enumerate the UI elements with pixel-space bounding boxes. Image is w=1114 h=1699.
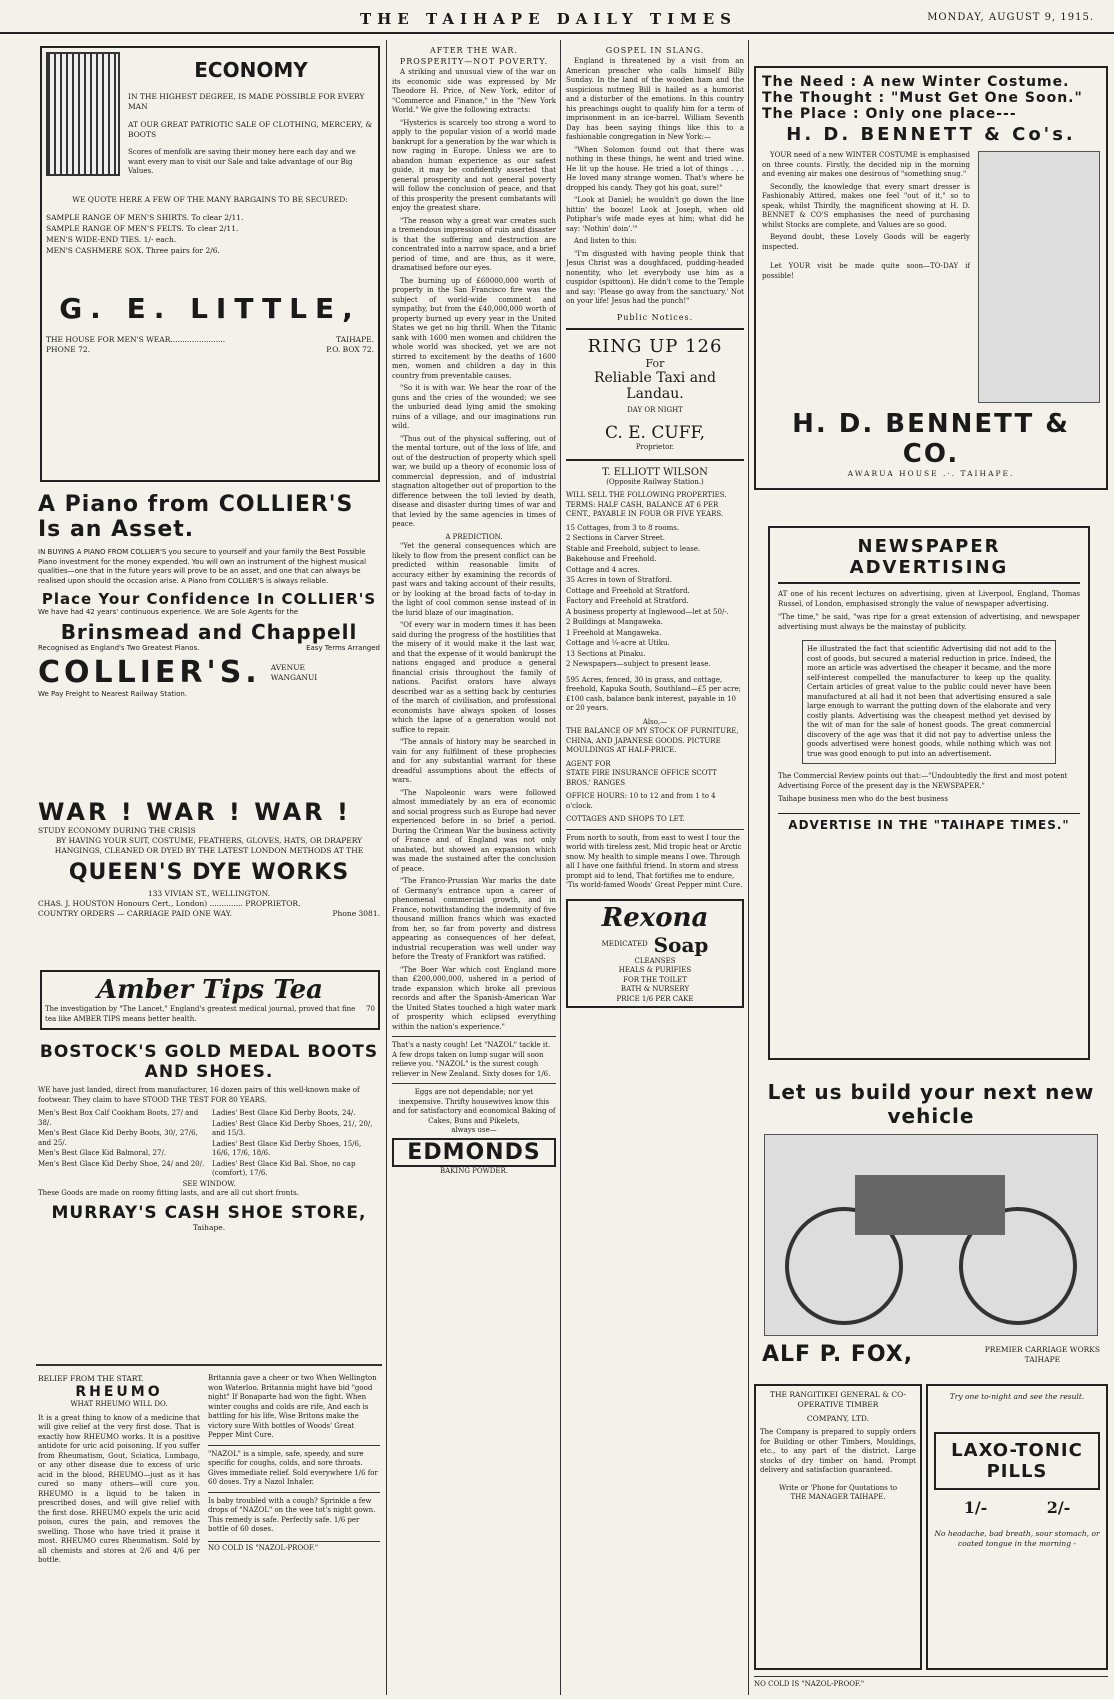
bennett-para: Beyond doubt, these Lovely Goods will be eagerly inspected. bbox=[762, 233, 970, 251]
economy-item: SAMPLE RANGE OF MEN'S FELTS. To clear 2/11. bbox=[46, 223, 239, 233]
laxo-try: Try one to-night and see the result. bbox=[949, 1392, 1085, 1401]
cuff-for: For bbox=[645, 356, 665, 370]
colliers-body: IN BUYING A PIANO FROM COLLIER'S you secure to yourself and your family the Best Possible Piano investment for the money expended. You will own an instrument of the highest musical qualities—one that in the future years will prove to be an asset, and one that can always be realised upon should the occasion arise. A Piano from COLLIER'S is always reliable. bbox=[38, 548, 367, 585]
cuff-ring: RING UP 126 bbox=[587, 335, 723, 357]
bostock-note: These Goods are made on roomy fitting lasts, and are all cut short fronts. bbox=[38, 1189, 299, 1197]
footer-right: NO COLD IS "NAZOL-PROOF." bbox=[754, 1676, 1108, 1692]
war-para: The burning up of £60000,000 worth of property in the San Francisco fire was the subject of world-wide comment and sympathy, but from the £40,000,000 worth of property burned up every year in the United States we get no big thrill. When the Titanic sank with 1600 men women and children the whole world was shocked, yet we are not stirred to excitement by the deaths of 1600 men, women and children a day in this country from preventable causes. bbox=[392, 276, 556, 380]
woman-illustration bbox=[978, 151, 1100, 403]
bennett-para: Secondly, the knowledge that every smart dresser is Fashionably Attired, makes one feel "out of it," so to speak, whilst Thirdly, the magnificent showing at H. D. BENNET & CO'S emphasises the need of purchasing whilst Stocks are complete, and Values are so good. bbox=[762, 182, 970, 229]
economy-quote: WE QUOTE HERE A FEW OF THE MANY BARGAINS TO BE SECURED: bbox=[72, 194, 348, 204]
queens-line2: BY HAVING YOUR SUIT, COSTUME, FEATHERS, GLOVES, HATS, OR DRAPERY HANGINGS, CLEANED OR DYED BY THE LATEST LONDON METHODS AT THE bbox=[54, 836, 364, 855]
bostock-right-item: Ladies' Best Glace Kid Derby Shoes, 21/, 20/, and 15/3. bbox=[212, 1119, 373, 1137]
divider bbox=[208, 1492, 380, 1493]
edmonds-line: always use— bbox=[451, 1126, 497, 1134]
rheumo-ad bbox=[36, 1372, 202, 1694]
footer-left: NO COLD IS "NAZOL-PROOF." bbox=[208, 1541, 380, 1554]
colliers-ad bbox=[36, 490, 382, 762]
amber-num: 70 bbox=[366, 1005, 375, 1013]
laxo-name: LAXO-TONIC PILLS bbox=[934, 1432, 1100, 1490]
economy-title: ECONOMY bbox=[194, 58, 308, 82]
war-para: "Yet the general consequences which are likely to flow from the present conflict can be predicted within reasonable limits of accuracy either by examining the records of past wars and taking account of their results, or by looking at the broad facts of to-day in the light of cool common sense instead of in the lurid blaze of our imagination. bbox=[392, 542, 556, 617]
wilson-item: 13 Sections at Pinaku. bbox=[566, 649, 646, 658]
war-para: "Hysterics is scarcely too strong a word to apply to the popular vision of a world made bankrupt for a generation by the war which is now raging in Europe. Unless we are to abandon human experience as our safest guide, it may be confidently asserted that general prosperity and not general poverty will follow the conclusion of peace, and that of this prosperity the present combatants will enjoy the greatest share. bbox=[392, 118, 556, 212]
economy-phone: PHONE 72. bbox=[46, 344, 91, 354]
rexona-price: PRICE 1/6 PER CAKE bbox=[616, 994, 694, 1003]
timber-l1: THE RANGITIKEI GENERAL & CO-OPERATIVE TIMBER bbox=[769, 1390, 907, 1409]
amber-note: The investigation by "The Lancet," England's greatest medical journal, proved that fine tea like AMBER TIPS means better health. bbox=[45, 1005, 356, 1023]
bostock-left-item: Men's Best Glace Kid Balmoral, 27/. bbox=[38, 1149, 167, 1157]
column-rule bbox=[386, 40, 387, 1695]
war-para: "The reason why a great war creates such a tremendous impression of ruin and disaster is that the suffering and destruction are concentrated into a narrow space, and a brief period of time, and are thus, as it were, dramatised before our eyes. bbox=[392, 216, 556, 272]
rheumo-h3: WHAT RHEUMO WILL DO. bbox=[70, 1400, 168, 1408]
economy-sale: AT OUR GREAT PATRIOTIC SALE OF CLOTHING, MERCERY, & BOOTS bbox=[128, 120, 373, 139]
cuff-prop: Proprietor. bbox=[635, 443, 675, 451]
laxo-ad bbox=[926, 1384, 1108, 1670]
gospel-para: And listen to this: bbox=[574, 237, 637, 245]
rexona-l4: BATH & NURSERY bbox=[620, 985, 690, 993]
column-rule bbox=[748, 40, 749, 1695]
edmonds-sub: BAKING POWDER. bbox=[440, 1166, 508, 1175]
cuff-name: C. E. CUFF, bbox=[604, 423, 706, 443]
colliers-sub: We have had 42 years' continuous experience. We are Sole Agents for the bbox=[38, 608, 299, 616]
queens-ad bbox=[36, 796, 382, 956]
economy-house: THE HOUSE FOR MEN'S WEAR....................... bbox=[46, 334, 226, 344]
wilson-ad bbox=[566, 467, 744, 825]
economy-name: G. E. LITTLE, bbox=[59, 291, 361, 325]
war-para: "Thus out of the physical suffering, out of the mental torture, out of the loss of life, and out of the destruction of property which spell war, we build up a theory of economic loss of commercial depression, and of industrial stagnation altogether out of proportion to the difference between the toll levied by death, disease and disaster during times of war and that levied by the same agencies in times of peace. bbox=[392, 434, 556, 528]
fox-town: TAIHAPE bbox=[1024, 1354, 1061, 1364]
newspaper-p2: "The time," he said, "was ripe for a great extension of advertising, and newspaper advertising must always be the mainstay of publicity. bbox=[778, 613, 1080, 631]
bostock-right-item: Ladies' Best Glace Kid Bal. Shoe, no cap (comfort), 17/6. bbox=[212, 1159, 356, 1177]
economy-town: TAIHAPE. bbox=[336, 334, 374, 344]
rheumo-h1: RELIEF FROM THE START. bbox=[38, 1374, 144, 1383]
wilson-item: 15 Cottages, from 3 to 8 rooms. bbox=[566, 523, 680, 532]
economy-item: MEN'S WIDE-END TIES. 1/- each. bbox=[46, 234, 177, 244]
war-subhead: A PREDICTION. bbox=[445, 532, 503, 541]
colliers-freight: We Pay Freight to Nearest Railway Station. bbox=[38, 690, 188, 698]
rexona-l3: FOR THE TOILET bbox=[623, 975, 687, 984]
wilson-item: 2 Buildings at Mangaweka. bbox=[566, 618, 663, 626]
wilson-item: A business property at Inglewood—let at 50/-. bbox=[566, 607, 729, 616]
amber-title: Amber Tips Tea bbox=[96, 975, 323, 1005]
nazol3-text: That's a nasty cough! Let "NAZOL" tackle it. A few drops taken on lump sugar will soon relieve you. "NAZOL" is the surest cough reliever in New Zealand. Sixty doses for 1/6. bbox=[392, 1041, 551, 1078]
timber-l2: COMPANY, LTD. bbox=[806, 1414, 870, 1423]
poem-text: Britannia gave a cheer or two When Wellington won Waterloo. Britannia might have bid "good night" If Bonaparte had won the fight. When winter coughs and colds are rife, And each is battling for his life, Wise Britons make the victory sure With bottles of Woods' Great Pepper Mint Cure. bbox=[208, 1374, 377, 1439]
wilson-item: 2 Sections in Carver Street. bbox=[566, 534, 665, 542]
bennett-para: YOUR need of a new WINTER COSTUME is emphasised on three counts. Firstly, the decided nip in the morning and evening air makes one desirous of "something snug." bbox=[762, 151, 970, 178]
carriage-body-shape bbox=[855, 1175, 1005, 1235]
colliers-terms: Easy Terms Arranged bbox=[306, 643, 380, 652]
wilson-let: COTTAGES AND SHOPS TO LET. bbox=[566, 815, 685, 823]
war-para: "The Boer War which cost England more than £200,000,000, ushered in a period of trade expansion which broke all previous records and after the Spanish-American War the United States touched a high water mark of prosperity which eclipsed everything within the nation's experience." bbox=[392, 965, 556, 1031]
newspaper-p5: Taihape business men who do the best business bbox=[778, 795, 948, 803]
war-h1: AFTER THE WAR. bbox=[430, 46, 518, 55]
laxo-price-1: 1/- bbox=[963, 1498, 988, 1517]
rexona-l2: HEALS & PURIFIES bbox=[618, 966, 692, 974]
colliers-h1: A Piano from COLLIER'S bbox=[38, 492, 354, 517]
laxo-tag: No headache, bad breath, sour stomach, or coated tongue in the morning - bbox=[934, 1529, 1100, 1548]
rheumo-body: It is a great thing to know of a medicine that will give relief at the very first dose. That is exactly how RHEUMO works. It is a positive antidote for uric acid poisoning. If you suffer from Rheumatism, Gout, Sciatica, Lumbago, or any other disease due to excess of uric acid in the blood, RHEUMO—just as it has cured so many others—will cure you. RHEUMO is a liquid to be taken in prescribed doses, and will give relief with the first dose. RHEUMO expels the uric acid poison, cures the pain, and removes the swelling. Those who have tried it praise it most. RHEUMO cures Rheumatism. Sold by all chemists and stores at 2/6 and 4/6 per bottle. bbox=[38, 1413, 200, 1564]
fox-works: PREMIER CARRIAGE WORKS bbox=[984, 1344, 1100, 1354]
timber-ad bbox=[754, 1384, 922, 1670]
bennett-l2: The Thought : "Must Get One Soon." bbox=[762, 90, 1083, 106]
economy-body: Scores of menfolk are saving their money here each day and we want every man to visit our Sale and take advantage of our Big Values. bbox=[128, 148, 356, 175]
edmonds-line: Eggs are not dependable; nor yet inexpensive. Thrifty housewives know this and for satisfactory and economical Baking of Cakes, Buns and Pikelets, bbox=[392, 1088, 556, 1125]
fox-h: Let us build your next new vehicle bbox=[767, 1080, 1095, 1128]
bennett-l1: The Need : A new Winter Costume. bbox=[762, 74, 1070, 90]
rexona-ad bbox=[566, 899, 744, 1009]
war-para: "The Franco-Prussian War marks the date of Germany's entrance upon a career of phenomenal commercial growth, and in France, notwithstanding the indemnity of five thousand million francs which was exacted from her, so far from poverty and distress appearing as consequences of her defeat, industrial recuperation was well under way before the Treaty of Frankfort was ratified. bbox=[392, 877, 556, 961]
rexona-l1: CLEANSES bbox=[634, 956, 676, 965]
queens-prop: CHAS. J. HOUSTON Honours Cert., London) .............. PROPRIETOR. bbox=[38, 899, 301, 908]
gospel-para: "I'm disgusted with having people think that Jesus Christ was a doughfaced, pudding-headed nonentity, who let everybody use him as a cuspidor (spittoon). He didn't come to the Temple and say: 'Please go away from the sanctuary.' Not on your life! Jesus had the punch!" bbox=[566, 249, 744, 305]
colliers-name: COLLIER'S. bbox=[38, 655, 261, 690]
wilson-item: Stable and Freehold, subject to lease. bbox=[566, 544, 701, 553]
fox-ad bbox=[754, 1080, 1108, 1376]
colliers-slogan: Place Your Confidence In COLLIER'S bbox=[41, 590, 377, 608]
colliers-recog: Recognised as England's Two Greatest Pianos. bbox=[38, 643, 200, 652]
wilson-item: Bakehouse and Freehold. bbox=[566, 555, 657, 563]
bennett-name: H. D. BENNETT & CO. bbox=[792, 409, 1070, 469]
rexona-tag: MEDICATED bbox=[601, 939, 648, 948]
wilson-item: Cottage and 4 acres. bbox=[566, 565, 640, 574]
gospel-para: "When Solomon found out that there was nothing in these things, he went and tried wine. He lit up the house. He tried a lot of things . . . He loved many strange women. That's where he dropped his candy. They got his goat, sure!" bbox=[566, 145, 744, 192]
economy-box: P.O. BOX 72. bbox=[326, 344, 374, 354]
wilson-farm: 595 Acres, fenced, 30 in grass, and cottage, freehold, Kapuka South, Southland—£5 per acre; £100 cash, balance bank interest, payable in 10 or 20 years. bbox=[566, 675, 741, 712]
gospel-para: England is threatened by a visit from an American preacher who calls himself Billy Sunday. In the land of the wooden ham and the suspicious nutmeg Bill is hailed as a humorist and a disturber of the emotions. In this country his preachings ought to qualify him for a term of imprisonment in an ice-barrel. William Seventh Day has been saying things like this to a fashionable congregation in New York:— bbox=[566, 57, 744, 141]
bostock-left-item: Men's Best Box Calf Cookham Boots, 27/ and 38/. bbox=[38, 1109, 199, 1127]
newspaper-p1: AT one of his recent lectures on advertising, given at Liverpool, England, Thomas Russel, of London, emphasised strongly the value of newspaper advertising. bbox=[778, 590, 1080, 608]
divider bbox=[392, 1083, 556, 1084]
war-para: A striking and unusual view of the war on its economic side was expressed by Mr Theodore H. Price, of New York, editor of "Commerce and Finance," in the "New York World." We give the following extracts: bbox=[392, 68, 556, 114]
queens-phone: Phone 3081. bbox=[332, 909, 380, 918]
newspaper-advertising-ad bbox=[768, 526, 1090, 1060]
colliers-addr1: AVENUE bbox=[270, 662, 305, 672]
colliers-h2: Is an Asset. bbox=[38, 517, 195, 542]
economy-ad bbox=[40, 46, 380, 482]
war-para: "The annals of history may be searched in vain for any fulfilment of these prophecies and for any substantial warrant for these dreadful assumptions about the effects of wars. bbox=[392, 738, 556, 784]
bostock-right-item: Ladies' Best Glace Kid Derby Shoes, 15/6, 16/6, 17/6, 18/6. bbox=[212, 1139, 362, 1157]
bostock-left-item: Men's Best Glace Kid Derby Boots, 30/, 27/6, and 25/. bbox=[38, 1129, 198, 1147]
bennett-addr: AWARUA HOUSE .·. TAIHAPE. bbox=[847, 469, 1015, 478]
bennett-l3: The Place : Only one place--- bbox=[762, 106, 1017, 122]
cuff-ad bbox=[566, 328, 744, 461]
economy-item: SAMPLE RANGE OF MEN'S SHIRTS. To clear 2/11. bbox=[46, 212, 244, 222]
amber-tips-ad bbox=[40, 970, 380, 1030]
wilson-insure: STATE FIRE INSURANCE OFFICE SCOTT BROS.' RANGES bbox=[566, 769, 717, 787]
newspaper-foot: ADVERTISE IN THE "TAIHAPE TIMES." bbox=[778, 813, 1080, 832]
carriage-illustration bbox=[764, 1134, 1098, 1336]
bostock-intro: WE have just landed, direct from manufacturer, 16 dozen pairs of this well-known make of footwear. They claim to have STOOD THE TEST FOR 80 YEARS. bbox=[38, 1086, 360, 1104]
war-para: "So it is with war. We hear the roar of the guns and the cries of the wounded; we see the unburied dead lying amid the smoking ruins of a village, and our imaginations run wild. bbox=[392, 384, 556, 430]
timber-write: Write or 'Phone for Quotations to bbox=[778, 1483, 898, 1492]
fox-name: ALF P. FOX, bbox=[762, 1342, 914, 1367]
left-small-ads bbox=[206, 1372, 382, 1694]
queens-country: COUNTRY ORDERS — CARRIAGE PAID ONE WAY. bbox=[38, 909, 233, 918]
rexona-soap: Soap bbox=[653, 932, 709, 957]
bennett-l4: H. D. BENNETT & Co's. bbox=[786, 124, 1076, 145]
bostock-h2: AND SHOES. bbox=[144, 1062, 274, 1082]
laxo-price-2: 2/- bbox=[1046, 1498, 1071, 1517]
masthead-title: THE TAIHAPE DAILY TIMES bbox=[360, 10, 737, 28]
bennett-ad bbox=[754, 66, 1108, 490]
war-para: "Of every war in modern times it has been said during the progress of the hostilities that the misery of it would make it the last war, and that the expense of it would bankrupt the nations engaged and produce a general financial crisis throughout the family of nations. Pacifist orators have always described war as a setting back by centuries of the march of civilisation, and professional economists have always spoken of losses which the lapse of a generation would not suffice to repair. bbox=[392, 621, 556, 734]
bostock-ad bbox=[36, 1040, 382, 1330]
divider bbox=[566, 829, 744, 830]
nazol1-text: "NAZOL" is a simple, safe, speedy, and sure specific for coughs, colds, and sore throats. Gives immediate relief. Sold everywhere 1/6 for 60 doses. Try a Nazol Inhaler. bbox=[208, 1449, 378, 1486]
divider bbox=[392, 1036, 556, 1037]
queens-name: QUEEN'S DYE WORKS bbox=[68, 860, 350, 885]
rexona-brand: Rexona bbox=[601, 902, 709, 933]
masthead bbox=[0, 4, 1114, 34]
column-rule bbox=[560, 40, 561, 1695]
bostock-window: SEE WINDOW. bbox=[182, 1179, 236, 1188]
bennett-para: Let YOUR visit be made quite soon—TO-DAY if possible! bbox=[762, 262, 970, 280]
timber-mgr: THE MANAGER TAIHAPE. bbox=[790, 1493, 886, 1501]
shirt-illustration bbox=[46, 52, 120, 176]
bostock-left-item: Men's Best Glace Kid Derby Shoe, 24/ and 20/. bbox=[38, 1159, 205, 1168]
divider bbox=[208, 1445, 380, 1446]
wilson-also: Also,— bbox=[642, 717, 668, 726]
wilson-item: 2 Newspapers—subject to present lease. bbox=[566, 660, 711, 668]
wilson-name: T. ELLIOTT WILSON bbox=[602, 466, 708, 478]
economy-items bbox=[46, 213, 374, 256]
war-para: "The Napoleonic wars were followed almost immediately by an era of economic and social progress such as Europe had never experienced before in so brief a period. During the Crimean War the business activity of France and of England was not only unabated, but showed an expansion which was made the sustained after the conclusion of peace. bbox=[392, 788, 556, 873]
economy-lead: IN THE HIGHEST DEGREE, IS MADE POSSIBLE FOR EVERY MAN bbox=[128, 92, 365, 111]
public-notices: Public Notices. bbox=[616, 312, 694, 322]
bostock-right-item: Ladies' Best Glace Kid Derby Boots, 24/. bbox=[212, 1109, 356, 1117]
queens-h: WAR ! WAR ! WAR ! bbox=[38, 798, 351, 826]
wilson-hours: OFFICE HOURS: 10 to 12 and from 1 to 4 o'clock. bbox=[566, 792, 716, 810]
wilson-item: Cottage and Freehold at Stratford. bbox=[566, 586, 690, 595]
newspaper-p4: The Commercial Review points out that:—"Undoubtedly the first and most potent Advertising Force of the present day is the NEWSPAPER." bbox=[778, 772, 1068, 790]
wilson-stock: THE BALANCE OF MY STOCK OF FURNITURE, CHINA, AND JAPANESE GOODS. PICTURE MOULDINGS AT HALF-PRICE. bbox=[566, 727, 739, 754]
colliers-brands: Brinsmead and Chappell bbox=[60, 619, 358, 644]
after-the-war-article bbox=[392, 44, 556, 1694]
queens-addr: 133 VIVIAN ST., WELLINGTON. bbox=[147, 889, 271, 898]
section-rule bbox=[36, 1364, 382, 1366]
war-h2: PROSPERITY—NOT POVERTY. bbox=[399, 57, 549, 66]
newspaper-h: NEWSPAPER ADVERTISING bbox=[778, 536, 1080, 584]
economy-item: MEN'S CASHMERE SOX. Three pairs for 2/6. bbox=[46, 245, 220, 255]
timber-body: The Company is prepared to supply orders for Building or other Timbers, Mouldings, etc., to any part of the district. Large stocks of dry timber on hand. Prompt delivery and satisfaction guaranteed. bbox=[760, 1428, 916, 1474]
wilson-opp: (Opposite Railway Station.) bbox=[606, 477, 704, 486]
woods-text: From north to south, from east to west I tour the world with tireless zest, Mid tropic heat or Arctic snow. My health to simple means I owe. Through all I have one faithful friend. In storm and stress prompt aid to lend, That fortifies me to endure, 'Tis world-famed Woods' Great Pepper mint Cure. bbox=[566, 833, 743, 889]
wilson-agent: AGENT FOR bbox=[566, 759, 611, 768]
middle-right-column bbox=[566, 44, 744, 1694]
edmonds-brand: EDMONDS bbox=[392, 1138, 556, 1167]
rheumo-h2: RHEUMO bbox=[75, 1384, 163, 1400]
bostock-h1: BOSTOCK'S GOLD MEDAL BOOTS bbox=[39, 1042, 379, 1062]
cuff-line: Reliable Taxi and Landau. bbox=[593, 369, 717, 402]
cuff-day: DAY OR NIGHT bbox=[627, 405, 683, 414]
queens-line1: STUDY ECONOMY DURING THE CRISIS bbox=[38, 826, 196, 835]
gospel-h: GOSPEL IN SLANG. bbox=[605, 46, 705, 55]
bostock-store: MURRAY'S CASH SHOE STORE, bbox=[51, 1202, 367, 1223]
wilson-item: 1 Freehold at Mangaweka. bbox=[566, 628, 662, 637]
newspaper-p3: He illustrated the fact that scientific Advertising did not add to the cost of goods, but secured a material reduction in price. Indeed, the more an article was advertised the cheaper it became, and the more self-interest compelled the manufacturer to keep up the quality. Certain articles of great value to the public could never have been manufactured at all had it not been that advertising ensured a sale large enough to warrant the putting down of the elaborate and very costly plants. Advertising was the cheapest method yet devised by the wit of man for the sale of honest goods. The great commercial discovery of the age was that it did not pay to advertise unless the goods advertised were honest goods, while nothing which was not true was good enough to put into an advertisement. bbox=[802, 640, 1056, 764]
nazol2-text: Is baby troubled with a cough? Sprinkle a few drops of "NAZOL" on the wee tot's night gown. This remedy is safe. Perfectly safe. 1/6 per bottle of 60 doses. bbox=[208, 1496, 376, 1533]
masthead-date: MONDAY, AUGUST 9, 1915. bbox=[927, 12, 1094, 23]
gospel-para: "Look at Daniel; he wouldn't go down the line hittin' the booze! Look at Joseph, when old Potiphar's wife made eyes at him; what did he say: 'Nothin' doin'.'" bbox=[566, 196, 744, 233]
wilson-item: Factory and Freehold at Stratford. bbox=[566, 597, 689, 605]
wilson-intro: WILL SELL THE FOLLOWING PROPERTIES. TERMS: HALF CASH, BALANCE AT 6 PER CENT., PAYABLE IN FOUR OR FIVE YEARS. bbox=[566, 491, 727, 518]
colliers-addr2: WANGANUI bbox=[270, 672, 318, 682]
wilson-item: Cottage and ¼-acre at Utiku. bbox=[566, 639, 670, 647]
wilson-item: 35 Acres in town of Stratford. bbox=[566, 576, 672, 584]
bostock-town: Taihape. bbox=[192, 1222, 226, 1232]
